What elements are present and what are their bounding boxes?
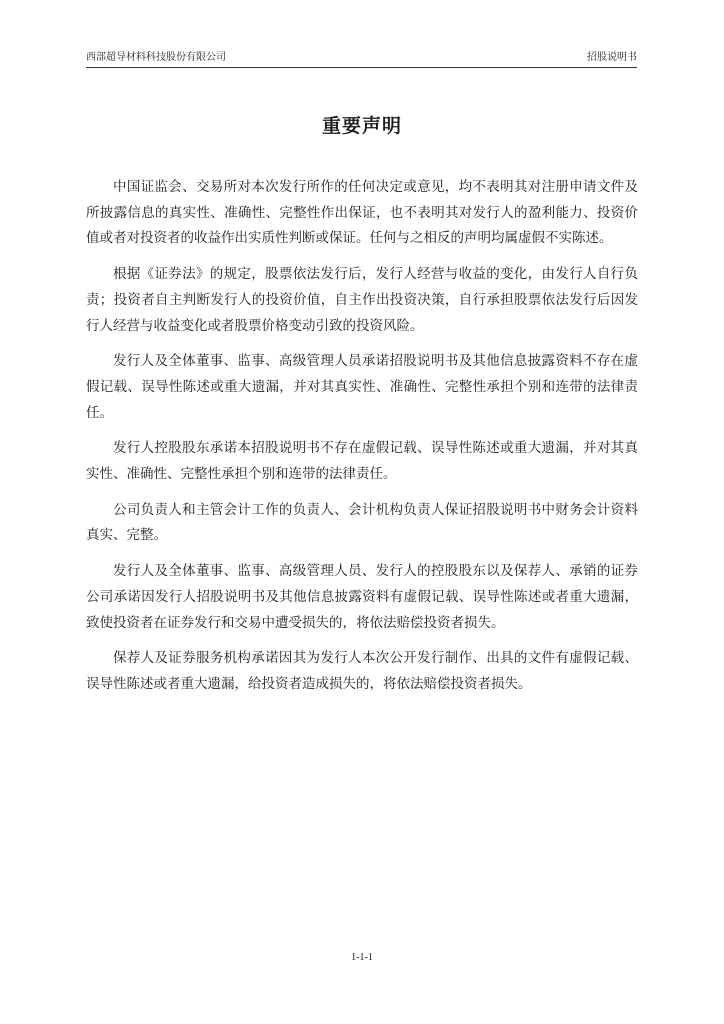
page-number: 1-1-1 bbox=[351, 952, 373, 963]
header-document-type: 招股说明书 bbox=[587, 52, 637, 63]
page-title: 重要声明 bbox=[321, 115, 402, 137]
statement-body bbox=[86, 175, 638, 708]
statement-paragraph: 发行人及全体董事、监事、高级管理人员承诺招股说明书及其他信息披露资料不存在虚假记载、误导性陈述或重大遗漏，并对其真实性、准确性、完整性承担个别和连带的法律责任。 bbox=[86, 353, 638, 421]
page-header bbox=[86, 51, 637, 68]
header-company-name: 西部超导材料科技股份有限公司 bbox=[86, 52, 226, 63]
statement-paragraph: 中国证监会、交易所对本次发行所作的任何决定或意见，均不表明其对注册申请文件及所披露信息的真实性、准确性、完整性作出保证，也不表明其对发行人的盈利能力、投资价值或者对投资者的收益作出实质性判断或保证。任何与之相反的声明均属虚假不实陈述。 bbox=[86, 179, 638, 247]
statement-paragraph: 发行人及全体董事、监事、高级管理人员、发行人的控股股东以及保荐人、承销的证券公司承诺因发行人招股说明书及其他信息披露资料有虚假记载、误导性陈述或者重大遗漏，致使投资者在证券发行和交易中遭受损失的，将依法赔偿投资者损失。 bbox=[86, 563, 638, 631]
statement-paragraph: 发行人控股股东承诺本招股说明书不存在虚假记载、误导性陈述或重大遗漏，并对其真实性、准确性、完整性承担个别和连带的法律责任。 bbox=[86, 440, 638, 483]
statement-paragraph: 公司负责人和主管会计工作的负责人、会计机构负责人保证招股说明书中财务会计资料真实、完整。 bbox=[86, 501, 638, 544]
statement-paragraph: 根据《证券法》的规定，股票依法发行后，发行人经营与收益的变化，由发行人自行负责；投资者自主判断发行人的投资价值，自主作出投资决策，自行承担股票依法发行后因发行人经营与收益变化或者股票价格变动引致的投资风险。 bbox=[86, 266, 638, 334]
statement-paragraph: 保荐人及证券服务机构承诺因其为发行人本次公开发行制作、出具的文件有虚假记载、误导性陈述或者重大遗漏，给投资者造成损失的，将依法赔偿投资者损失。 bbox=[86, 650, 638, 692]
